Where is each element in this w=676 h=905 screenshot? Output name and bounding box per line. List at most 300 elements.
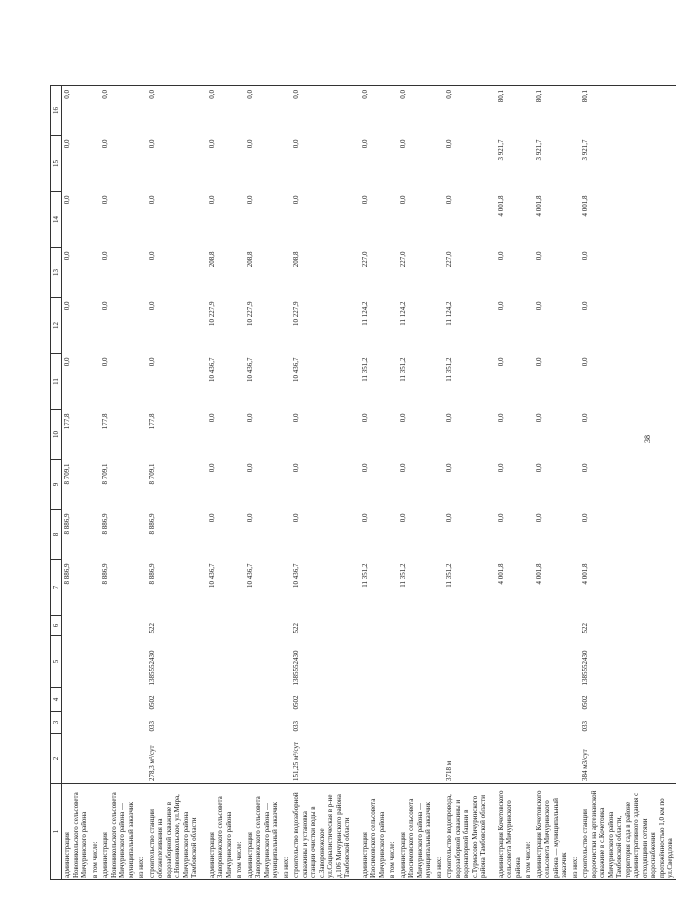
- cell-col-12: [523, 298, 534, 354]
- cell-col-10: 0,0: [292, 413, 300, 423]
- cell-col-14: [90, 192, 101, 248]
- column-header: 8: [51, 510, 62, 560]
- cell-col-3: [136, 712, 147, 734]
- cell-col-14: 0,0: [101, 195, 109, 205]
- cell-col-11: [136, 354, 147, 410]
- cell-col-12: 10 227,9: [207, 301, 216, 326]
- cell-col-9: 0,0: [292, 463, 300, 473]
- cell-col-15: 0,0: [360, 139, 369, 149]
- cell-col-15: 0,0: [292, 139, 300, 149]
- cell-col-4: [62, 688, 90, 712]
- cell-col-5: [200, 636, 235, 688]
- cell-col-4: [200, 688, 235, 712]
- cell-col-10: [136, 410, 147, 460]
- cell-col-13: 0,0: [63, 251, 71, 261]
- cell-col-13: [434, 248, 445, 298]
- cell-col-12: 0,0: [581, 301, 589, 311]
- cell-col-4: [387, 688, 398, 712]
- cell-col-14: [434, 192, 445, 248]
- cell-col-8: [136, 510, 147, 560]
- column-header: 1: [51, 784, 62, 880]
- cell-col-5: 1385552430: [147, 650, 156, 686]
- cell-col-10: 0,0: [496, 413, 505, 423]
- cell-col-15: [90, 136, 101, 192]
- cell-col-2: [100, 734, 136, 784]
- cell-col-4: [90, 688, 101, 712]
- cell-col-15: 0,0: [101, 139, 109, 149]
- cell-col-12: 0,0: [63, 301, 71, 311]
- cell-col-4: [523, 688, 534, 712]
- cell-col-11: 10 436,7: [245, 357, 254, 382]
- cell-col-9: 8 709,1: [101, 463, 109, 485]
- table-row: [434, 86, 445, 880]
- cell-col-12: [570, 298, 581, 354]
- cell-col-8: [434, 510, 445, 560]
- cell-col-10: [387, 410, 398, 460]
- column-header: 7: [51, 560, 62, 616]
- cell-col-13: 208,8: [292, 251, 300, 268]
- cell-col-6: [62, 616, 90, 636]
- cell-col-10: [234, 410, 245, 460]
- cell-col-7: 8 886,9: [63, 563, 71, 585]
- table-row: [147, 86, 200, 880]
- cell-col-9: [281, 460, 292, 510]
- cell-col-12: 0,0: [101, 301, 109, 311]
- cell-col-5: 1385552430: [292, 650, 300, 686]
- cell-col-9: 0,0: [360, 463, 369, 473]
- cell-col-14: [387, 192, 398, 248]
- cell-col-6: [281, 616, 292, 636]
- cell-col-11: 11 351,2: [360, 357, 369, 382]
- cell-col-3: 033: [147, 721, 156, 732]
- cell-col-6: 522: [147, 623, 156, 634]
- row-description: администрация Кочетовского сельсовета Мичуринского района: [489, 784, 524, 880]
- cell-col-13: 0,0: [101, 251, 109, 261]
- cell-col-7: 10 436,7: [207, 563, 216, 588]
- cell-col-16: 0,0: [147, 86, 200, 136]
- row-description: строительство водозаборной скважины и установка станции очистки воды в с.Заворонежское ул.Социалистическая в р-не д.106 Мичуринского района Тамбовской области: [291, 784, 353, 880]
- cell-col-4: [434, 688, 445, 712]
- column-header: 6: [51, 616, 62, 636]
- cell-col-14: 0,0: [398, 195, 407, 205]
- column-header: 10: [51, 410, 62, 460]
- cell-col-15: [234, 136, 245, 192]
- cell-col-16: [523, 86, 534, 136]
- cell-col-9: [570, 460, 581, 510]
- cell-col-3: [245, 712, 281, 734]
- cell-col-4: [136, 688, 147, 712]
- cell-col-8: 8 886,9: [63, 513, 71, 535]
- cell-col-6: [245, 616, 281, 636]
- cell-col-15: 3 921,7: [534, 139, 543, 161]
- cell-col-8: 0,0: [207, 513, 216, 523]
- cell-col-6: [200, 616, 235, 636]
- cell-col-6: [90, 616, 101, 636]
- cell-col-8: 8 886,9: [101, 513, 109, 535]
- cell-col-8: [234, 510, 245, 560]
- row-description: из них:: [136, 784, 147, 880]
- table-row: [398, 86, 434, 880]
- cell-col-14: 0,0: [63, 195, 71, 205]
- cell-col-14: [234, 192, 245, 248]
- cell-col-5: [136, 636, 147, 688]
- cell-col-16: 0,0: [100, 86, 136, 136]
- cell-col-16: 0,0: [62, 86, 90, 136]
- cell-col-5: [90, 636, 101, 688]
- cell-col-10: 0,0: [445, 413, 453, 423]
- cell-col-8: 0,0: [360, 513, 369, 523]
- table-row: [281, 86, 292, 880]
- cell-col-7: 11 351,2: [360, 563, 369, 588]
- cell-col-3: [434, 712, 445, 734]
- cell-col-3: 033: [581, 721, 589, 732]
- cell-col-5: [489, 636, 524, 688]
- cell-col-5: [62, 636, 90, 688]
- cell-col-12: 0,0: [534, 301, 543, 311]
- cell-col-16: 0,0: [245, 86, 281, 136]
- cell-col-2: [523, 734, 534, 784]
- cell-col-10: 177,8: [63, 413, 71, 430]
- cell-col-12: 11 124,2: [398, 301, 407, 326]
- row-description: администрация Изосимовского сельсовета Мичуринского района: [353, 784, 388, 880]
- cell-col-6: [398, 616, 434, 636]
- table-row: [100, 86, 136, 880]
- cell-col-4: 0502: [581, 695, 589, 710]
- cell-col-7: 8 886,9: [101, 563, 109, 585]
- cell-col-16: [570, 86, 581, 136]
- cell-col-5: [434, 636, 445, 688]
- cell-col-12: [387, 298, 398, 354]
- cell-col-3: [200, 712, 235, 734]
- table-row: [580, 86, 676, 880]
- cell-col-7: [434, 560, 445, 616]
- cell-col-16: [90, 86, 101, 136]
- cell-col-10: 0,0: [398, 413, 407, 423]
- cell-col-14: 0,0: [245, 195, 254, 205]
- cell-col-15: 0,0: [445, 139, 453, 149]
- cell-col-15: 3 921,7: [581, 139, 589, 161]
- cell-col-5: [387, 636, 398, 688]
- cell-col-10: 0,0: [534, 413, 543, 423]
- cell-col-5: [444, 636, 489, 688]
- cell-col-8: [570, 510, 581, 560]
- cell-col-3: [444, 712, 489, 734]
- row-description: в том числе:: [90, 784, 101, 880]
- cell-col-12: 11 124,2: [445, 301, 453, 326]
- column-header: 4: [51, 688, 62, 712]
- cell-col-4: [398, 688, 434, 712]
- column-header: 11: [51, 354, 62, 410]
- cell-col-5: [570, 636, 581, 688]
- cell-col-11: 0,0: [147, 357, 156, 367]
- cell-col-13: [387, 248, 398, 298]
- cell-col-3: [534, 712, 570, 734]
- cell-col-10: [90, 410, 101, 460]
- cell-col-12: 10 227,9: [292, 301, 300, 326]
- cell-col-2: 3718 м: [445, 760, 453, 781]
- cell-col-7: [234, 560, 245, 616]
- cell-col-16: 0,0: [291, 86, 353, 136]
- cell-col-10: [281, 410, 292, 460]
- cell-col-3: [353, 712, 388, 734]
- cell-col-6: [489, 616, 524, 636]
- row-description: администрация Заворонежского сельсовета Мичуринского района: [200, 784, 235, 880]
- cell-col-9: 8 709,1: [147, 463, 156, 485]
- table-row: [489, 86, 524, 880]
- cell-col-14: 4 001,8: [534, 195, 543, 217]
- cell-col-2: 151,25 м³/сут: [292, 741, 300, 781]
- cell-col-2: [398, 734, 434, 784]
- cell-col-7: 11 351,2: [398, 563, 407, 588]
- cell-col-7: 4 001,8: [496, 563, 505, 585]
- cell-col-12: [234, 298, 245, 354]
- cell-col-10: 0,0: [360, 413, 369, 423]
- cell-col-13: 227,0: [445, 251, 453, 268]
- cell-col-9: 0,0: [207, 463, 216, 473]
- column-number-row: [51, 86, 62, 880]
- cell-col-8: 0,0: [245, 513, 254, 523]
- table-body: [62, 86, 676, 880]
- row-description: из них:: [281, 784, 292, 880]
- budget-table: [50, 85, 676, 880]
- row-description: в том числе:: [234, 784, 245, 880]
- cell-col-16: 80,1: [534, 86, 570, 136]
- cell-col-14: 0,0: [292, 195, 300, 205]
- cell-col-5: [281, 636, 292, 688]
- cell-col-2: 278,3 м³/сут: [147, 745, 156, 781]
- table-row: [534, 86, 570, 880]
- cell-col-2: [489, 734, 524, 784]
- row-description: из них:: [570, 784, 581, 880]
- cell-col-3: [234, 712, 245, 734]
- cell-col-15: 3 921,7: [496, 139, 505, 161]
- cell-col-7: 10 436,7: [292, 563, 300, 588]
- cell-col-6: [534, 616, 570, 636]
- cell-col-7: [570, 560, 581, 616]
- column-header: 2: [51, 734, 62, 784]
- cell-col-5: [234, 636, 245, 688]
- column-header: 14: [51, 192, 62, 248]
- cell-col-16: 0,0: [398, 86, 434, 136]
- cell-col-9: 8 709,1: [63, 463, 71, 485]
- cell-col-4: [489, 688, 524, 712]
- cell-col-2: [245, 734, 281, 784]
- row-description: строительство станции водоочистки на артезианской скважине в с.Кочетовка Мичуринского района Тамбовской области, территория сада в районе административного здания с отходящими сетями водоснабжения протяжённостью 1,0 км по ул.Свердлова: [580, 784, 676, 880]
- cell-col-14: [136, 192, 147, 248]
- cell-col-2: [353, 734, 388, 784]
- cell-col-12: [136, 298, 147, 354]
- cell-col-8: 0,0: [398, 513, 407, 523]
- cell-col-16: 0,0: [200, 86, 235, 136]
- cell-col-11: 0,0: [534, 357, 543, 367]
- cell-col-13: [570, 248, 581, 298]
- cell-col-5: 1385552430: [581, 650, 589, 686]
- row-description: строительство водопровода, водозаборной скважины и водонапорной башни в с.Турмасово Мичуринского района Тамбовской области: [444, 784, 489, 880]
- cell-col-7: 11 351,2: [445, 563, 453, 588]
- cell-col-10: 177,8: [101, 413, 109, 430]
- cell-col-9: [434, 460, 445, 510]
- cell-col-4: 0502: [292, 695, 300, 710]
- cell-col-6: [136, 616, 147, 636]
- cell-col-12: 11 124,2: [360, 301, 369, 326]
- table-row: [234, 86, 245, 880]
- cell-col-13: 227,0: [360, 251, 369, 268]
- cell-col-2: [234, 734, 245, 784]
- cell-col-7: [387, 560, 398, 616]
- cell-col-15: [434, 136, 445, 192]
- column-header: 3: [51, 712, 62, 734]
- cell-col-11: [434, 354, 445, 410]
- cell-col-9: [523, 460, 534, 510]
- cell-col-16: [434, 86, 445, 136]
- cell-col-2: [534, 734, 570, 784]
- cell-col-7: [523, 560, 534, 616]
- cell-col-8: [387, 510, 398, 560]
- table-row: [200, 86, 235, 880]
- cell-col-10: [570, 410, 581, 460]
- cell-col-8: 8 886,9: [147, 513, 156, 535]
- cell-col-2: [281, 734, 292, 784]
- cell-col-12: [90, 298, 101, 354]
- cell-col-11: [281, 354, 292, 410]
- cell-col-2: [62, 734, 90, 784]
- row-description: в том числе:: [387, 784, 398, 880]
- cell-col-14: [523, 192, 534, 248]
- cell-col-8: 0,0: [292, 513, 300, 523]
- cell-col-3: [489, 712, 524, 734]
- cell-col-11: 0,0: [63, 357, 71, 367]
- cell-col-4: [353, 688, 388, 712]
- cell-col-5: [353, 636, 388, 688]
- cell-col-10: [523, 410, 534, 460]
- cell-col-8: 0,0: [534, 513, 543, 523]
- cell-col-14: 0,0: [360, 195, 369, 205]
- cell-col-6: [234, 616, 245, 636]
- cell-col-14: 4 001,8: [496, 195, 505, 217]
- table-row: [444, 86, 489, 880]
- cell-col-6: [444, 616, 489, 636]
- cell-col-6: [353, 616, 388, 636]
- cell-col-15: 0,0: [207, 139, 216, 149]
- cell-col-14: [570, 192, 581, 248]
- cell-col-15: [570, 136, 581, 192]
- column-header: 16: [51, 86, 62, 136]
- table-row: [387, 86, 398, 880]
- cell-col-9: [387, 460, 398, 510]
- cell-col-8: 0,0: [496, 513, 505, 523]
- column-header: 15: [51, 136, 62, 192]
- table-row: [90, 86, 101, 880]
- cell-col-16: [281, 86, 292, 136]
- cell-col-13: 208,8: [207, 251, 216, 268]
- cell-col-6: 522: [581, 623, 589, 634]
- cell-col-14: 0,0: [445, 195, 453, 205]
- cell-col-3: [90, 712, 101, 734]
- cell-col-10: 0,0: [581, 413, 589, 423]
- cell-col-5: [534, 636, 570, 688]
- cell-col-2: [90, 734, 101, 784]
- cell-col-4: [100, 688, 136, 712]
- cell-col-4: [534, 688, 570, 712]
- cell-col-2: [200, 734, 235, 784]
- cell-col-2: [136, 734, 147, 784]
- cell-col-11: 0,0: [101, 357, 109, 367]
- cell-col-3: [570, 712, 581, 734]
- cell-col-10: 177,8: [147, 413, 156, 430]
- cell-col-11: 0,0: [581, 357, 589, 367]
- cell-col-8: [281, 510, 292, 560]
- cell-col-13: 208,8: [245, 251, 254, 268]
- cell-col-13: [523, 248, 534, 298]
- cell-col-8: [90, 510, 101, 560]
- cell-col-13: 0,0: [581, 251, 589, 261]
- cell-col-11: 10 436,7: [207, 357, 216, 382]
- cell-col-4: [570, 688, 581, 712]
- cell-col-4: 0502: [147, 695, 156, 710]
- cell-col-14: 0,0: [147, 195, 156, 205]
- cell-col-9: 0,0: [581, 463, 589, 473]
- cell-col-6: [387, 616, 398, 636]
- cell-col-11: [90, 354, 101, 410]
- cell-col-12: 0,0: [147, 301, 156, 311]
- cell-col-5: [523, 636, 534, 688]
- cell-col-12: 10 227,9: [245, 301, 254, 326]
- cell-col-9: 0,0: [496, 463, 505, 473]
- cell-col-3: [398, 712, 434, 734]
- cell-col-2: 384 м3/сут: [581, 749, 589, 781]
- cell-col-5: [398, 636, 434, 688]
- cell-col-6: [523, 616, 534, 636]
- cell-col-11: [523, 354, 534, 410]
- row-description: строительство станции обезжелезивания на водозаборной скважине в с.Новоникольское, ул.Мира, Мичуринского района Тамбовской области: [147, 784, 200, 880]
- column-header: 12: [51, 298, 62, 354]
- cell-col-7: 4 001,8: [581, 563, 589, 585]
- table-row: [62, 86, 90, 880]
- table-row: [570, 86, 581, 880]
- cell-col-11: 11 351,2: [445, 357, 453, 382]
- cell-col-16: 80,1: [489, 86, 524, 136]
- cell-col-3: [62, 712, 90, 734]
- cell-col-13: 0,0: [534, 251, 543, 261]
- cell-col-13: [234, 248, 245, 298]
- cell-col-15: [387, 136, 398, 192]
- cell-col-15: 0,0: [147, 139, 156, 149]
- table-row: [523, 86, 534, 880]
- cell-col-7: [90, 560, 101, 616]
- cell-col-3: 033: [292, 721, 300, 732]
- cell-col-11: [387, 354, 398, 410]
- cell-col-6: [434, 616, 445, 636]
- cell-col-2: [570, 734, 581, 784]
- cell-col-9: 0,0: [445, 463, 453, 473]
- column-header: 9: [51, 460, 62, 510]
- row-description: администрация Заворонежского сельсовета Мичуринского района — муниципальный заказчик: [245, 784, 281, 880]
- cell-col-16: 0,0: [444, 86, 489, 136]
- cell-col-14: [281, 192, 292, 248]
- cell-col-8: [523, 510, 534, 560]
- cell-col-3: [100, 712, 136, 734]
- cell-col-12: [281, 298, 292, 354]
- row-description: в том числе:: [523, 784, 534, 880]
- cell-col-4: [245, 688, 281, 712]
- cell-col-10: [434, 410, 445, 460]
- cell-col-10: 0,0: [207, 413, 216, 423]
- cell-col-15: [523, 136, 534, 192]
- rotated-page: [50, 20, 674, 880]
- row-description: из них:: [434, 784, 445, 880]
- cell-col-9: 0,0: [245, 463, 254, 473]
- cell-col-12: [434, 298, 445, 354]
